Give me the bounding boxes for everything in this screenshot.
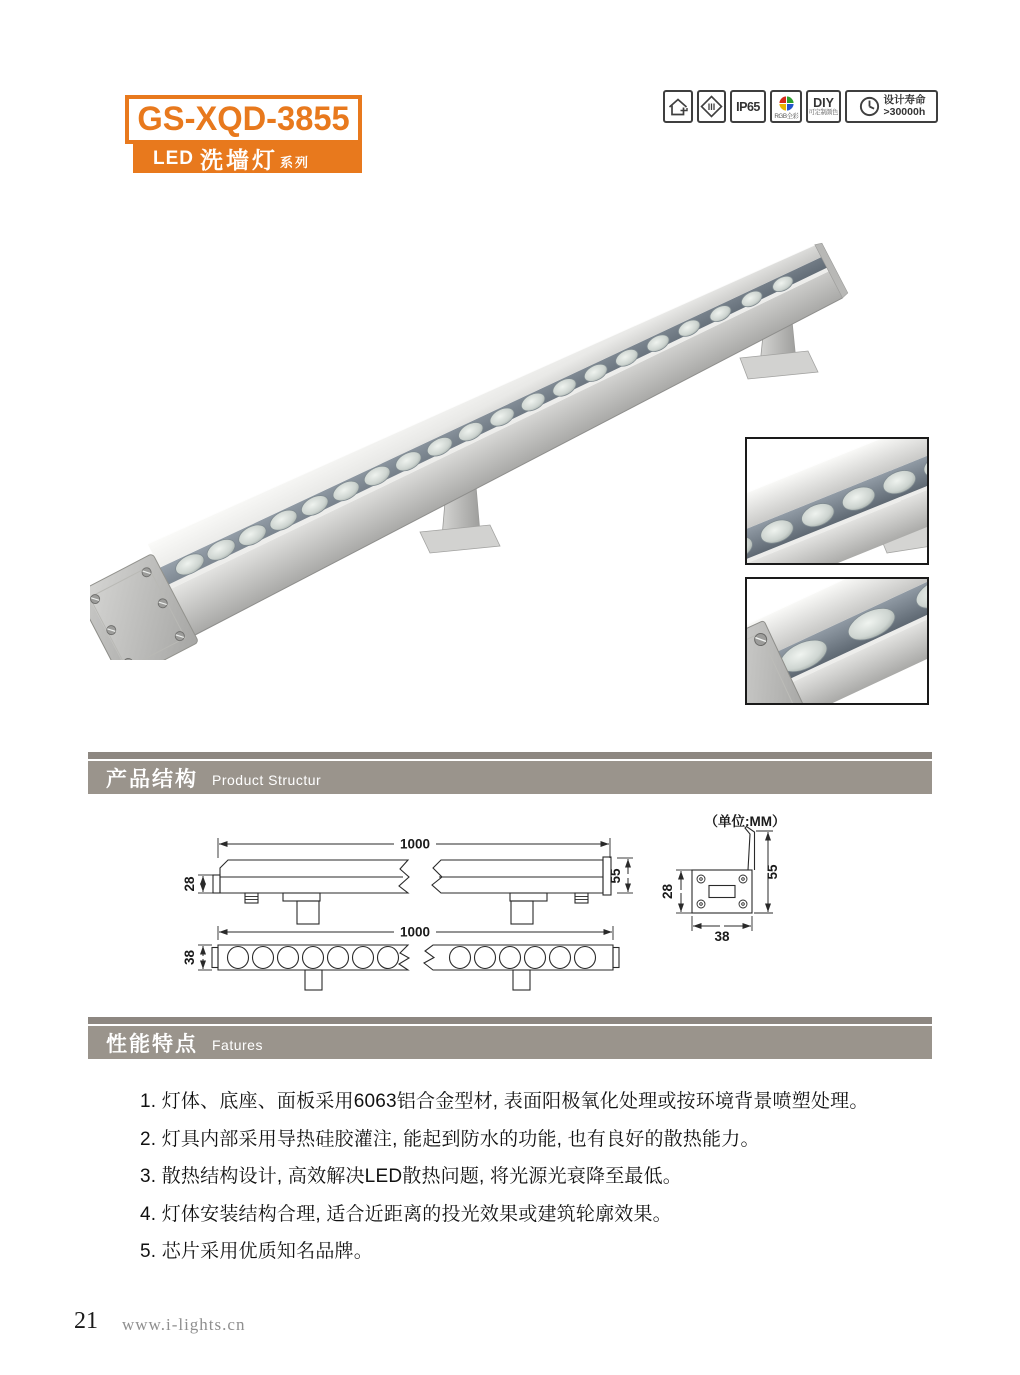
lifespan-value: >30000h (883, 105, 926, 118)
website-url: www.i-lights.cn (122, 1315, 246, 1334)
section-title-zh: 性能特点 (106, 1032, 198, 1056)
feature-list (140, 1083, 900, 1271)
led-holes (228, 947, 596, 969)
dim-length-2: 1000 (399, 924, 431, 940)
product-photo-detail-1 (745, 437, 929, 565)
feature-item: 5. 芯片采用优质知名品牌。 (140, 1241, 373, 1262)
ip-rating-label: IP65 (736, 99, 760, 114)
design-lifespan-badge (845, 90, 938, 123)
end-view (660, 813, 786, 944)
feature-item: 2. 灯具内部采用导热硅胶灌注, 能起到防水的功能, 也有良好的散热能力。 (140, 1128, 760, 1150)
dimension-drawing (170, 800, 920, 1015)
feature-item: 3. 散热结构设计, 高效解决LED散热问题, 将光源光衰降至最低。 (140, 1166, 683, 1187)
series-name: 洗墙灯 (200, 147, 278, 173)
diy-caption: 可定制颜色 (808, 109, 839, 116)
dim-body-height: 28 (182, 876, 197, 892)
diy-badge (806, 90, 841, 123)
dim-width: 38 (182, 949, 197, 966)
clock-icon (858, 95, 881, 118)
dim-length: 1000 (399, 836, 431, 852)
section-header-features (88, 1017, 932, 1059)
product-photo-detail-2 (745, 577, 929, 705)
section-title-zh: 产品结构 (106, 767, 198, 791)
indoor-outdoor-use-badge (663, 90, 693, 123)
class-iii-badge (697, 90, 726, 123)
dim-end-height: 28 (660, 883, 675, 900)
lifespan-text (884, 95, 926, 118)
series-suffix: 系列 (280, 155, 311, 170)
svg-text:III: III (707, 102, 716, 112)
section-header-structure (88, 752, 932, 794)
rgb-caption: RGB全彩 (773, 112, 798, 120)
product-model: GS-XQD-3855 (137, 100, 350, 138)
lifespan-label: 设计寿命 (883, 94, 926, 106)
section-title-en: Fatures (212, 1037, 263, 1053)
certification-row (663, 90, 938, 123)
unit-label: （单位:MM） (704, 814, 786, 829)
dim-end-total-height: 55 (765, 864, 780, 880)
ip65-badge (730, 90, 766, 123)
series-prefix: LED (153, 147, 194, 169)
light-bar (90, 205, 852, 660)
class-iii-icon (699, 94, 724, 119)
feature-item: 1. 灯体、底座、面板采用6063铝合金型材, 表面阳极氧化处理或按环境背景喷塑处理。 (140, 1091, 869, 1112)
product-model-box (125, 95, 362, 144)
dim-total-height: 55 (608, 868, 623, 884)
feature-item: 4. 灯体安装结构合理, 适合近距离的投光效果或建筑轮廓效果。 (140, 1203, 672, 1225)
dim-end-width: 38 (714, 929, 730, 944)
rgb-color-wheel-icon (777, 94, 796, 113)
rgb-badge (770, 90, 802, 123)
page-number: 21 (74, 1308, 98, 1334)
house-icon (666, 95, 690, 119)
section-title-en: Product Structur (212, 772, 322, 788)
diy-label: DIY (813, 96, 834, 110)
bottom-view (182, 925, 619, 991)
flange-screw-holes (697, 875, 747, 908)
product-series-bar (133, 144, 362, 173)
side-view (182, 837, 633, 925)
